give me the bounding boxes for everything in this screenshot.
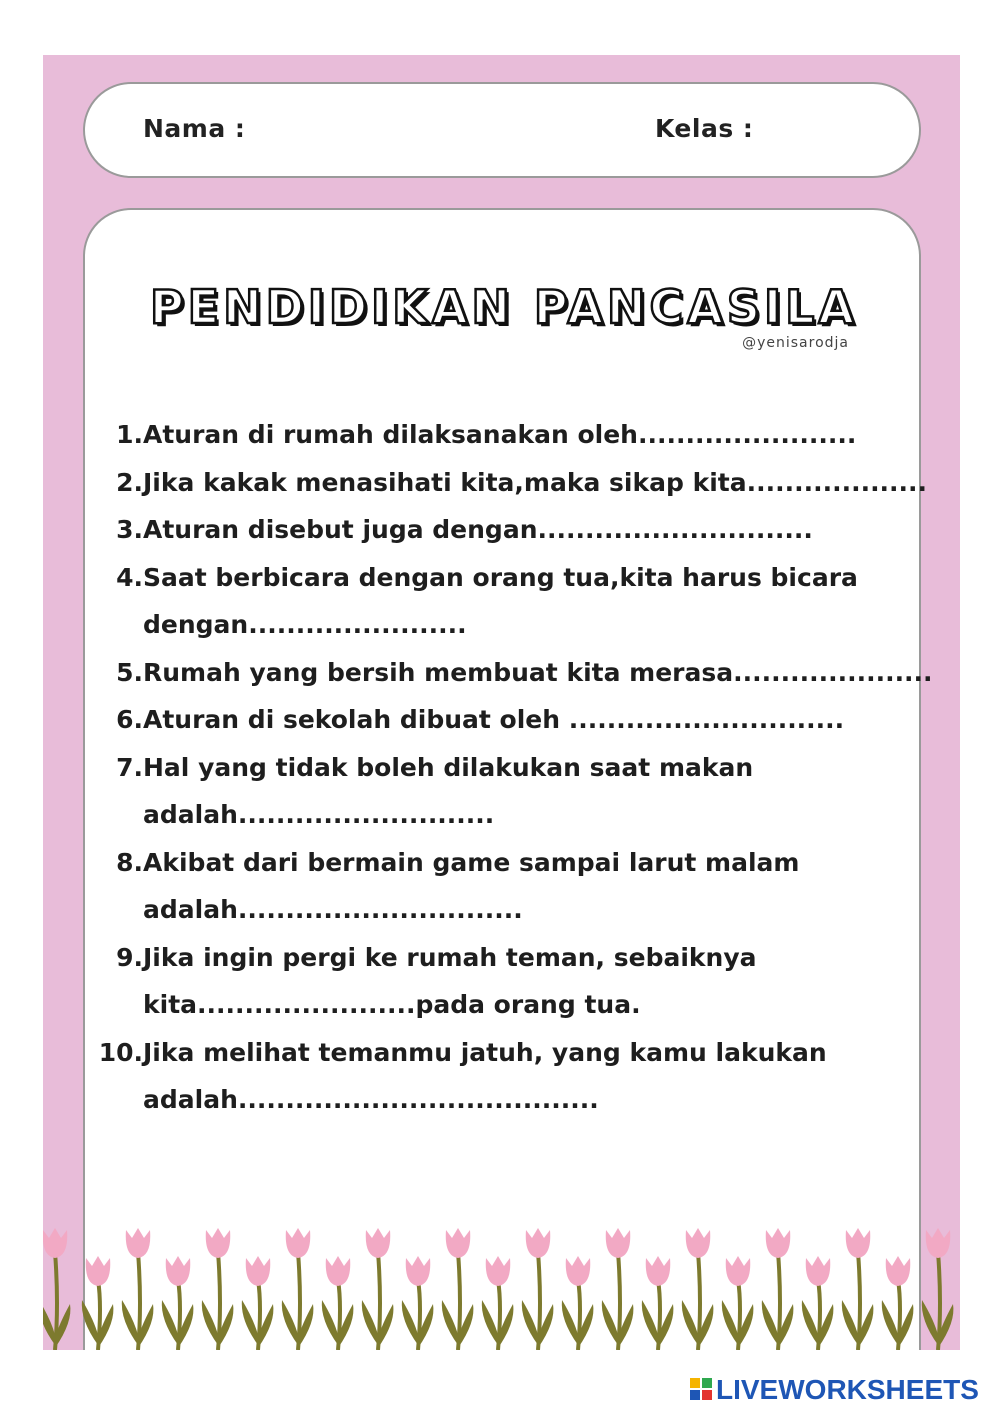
- tulip-icon: [842, 1228, 874, 1350]
- question-text[interactable]: dengan.......................: [143, 610, 467, 639]
- question-text[interactable]: Aturan di rumah dilaksanakan oleh.......................: [143, 420, 857, 449]
- question-number: 10.: [98, 1037, 143, 1067]
- tulip-icon: [562, 1256, 594, 1350]
- question-panel: [83, 208, 933, 1350]
- liveworksheets-brand[interactable]: LIVEWORKSHEETS: [716, 1374, 979, 1405]
- name-field-label[interactable]: Nama :: [143, 114, 246, 143]
- question-text[interactable]: Jika kakak menasihati kita,maka sikap kita...................: [143, 467, 928, 497]
- question-number: 7.: [116, 752, 143, 782]
- tulip-icon: [362, 1228, 394, 1350]
- tulip-icon: [402, 1256, 434, 1350]
- question-number: 4.: [116, 562, 143, 592]
- question-text[interactable]: adalah..............................: [143, 895, 523, 924]
- worksheet-page: [43, 55, 960, 1350]
- tulip-border-decoration: [43, 1210, 960, 1350]
- question-number: 8.: [116, 847, 143, 877]
- liveworksheets-logo-icon: [690, 1378, 712, 1400]
- tulip-icon: [322, 1256, 354, 1350]
- question-text[interactable]: Jika ingin pergi ke rumah teman, sebaiknya: [143, 942, 757, 972]
- tulip-icon: [882, 1256, 914, 1350]
- tulip-icon: [82, 1256, 114, 1350]
- tulip-icon: [762, 1228, 794, 1350]
- question-text[interactable]: Akibat dari bermain game sampai larut malam: [143, 847, 800, 877]
- tulip-icon: [802, 1256, 834, 1350]
- question-text[interactable]: adalah......................................: [143, 1085, 599, 1114]
- tulip-icon: [122, 1228, 154, 1350]
- class-field-label[interactable]: Kelas :: [655, 114, 754, 143]
- tulip-icon: [482, 1256, 514, 1350]
- question-text[interactable]: adalah...........................: [143, 800, 495, 829]
- question-text[interactable]: Hal yang tidak boleh dilakukan saat makan: [143, 752, 754, 782]
- question-number: 1.: [116, 420, 143, 449]
- tulip-icon: [43, 1228, 70, 1350]
- question-number: 6.: [116, 705, 143, 734]
- question-text[interactable]: Jika melihat temanmu jatuh, yang kamu lakukan: [143, 1037, 827, 1067]
- tulip-icon: [442, 1228, 474, 1350]
- tulip-icon: [922, 1228, 954, 1350]
- tulip-icon: [522, 1228, 554, 1350]
- question-text[interactable]: kita.......................pada orang tua.: [143, 990, 641, 1019]
- question-number: 5.: [116, 657, 143, 687]
- tulip-icon: [722, 1256, 754, 1350]
- tulip-icon: [682, 1228, 714, 1350]
- author-credit: @yenisarodja: [742, 335, 849, 351]
- question-text[interactable]: Rumah yang bersih membuat kita merasa.....................: [143, 657, 933, 687]
- question-text[interactable]: Saat berbicara dengan orang tua,kita harus bicara: [143, 562, 858, 592]
- tulip-icon: [642, 1256, 674, 1350]
- tulip-icon: [162, 1256, 194, 1350]
- question-number: 2.: [116, 467, 143, 497]
- tulip-icon: [602, 1228, 634, 1350]
- worksheet-title: PENDIDIKAN PANCASILA: [149, 280, 859, 334]
- tulip-icon: [282, 1228, 314, 1350]
- student-info-box: [83, 82, 921, 178]
- question-number: 3.: [116, 515, 143, 544]
- tulip-icon: [202, 1228, 234, 1350]
- question-text[interactable]: Aturan di sekolah dibuat oleh .............................: [143, 705, 845, 734]
- question-text[interactable]: Aturan disebut juga dengan.............................: [143, 515, 813, 544]
- question-number: 9.: [116, 942, 143, 972]
- tulip-icon: [242, 1256, 274, 1350]
